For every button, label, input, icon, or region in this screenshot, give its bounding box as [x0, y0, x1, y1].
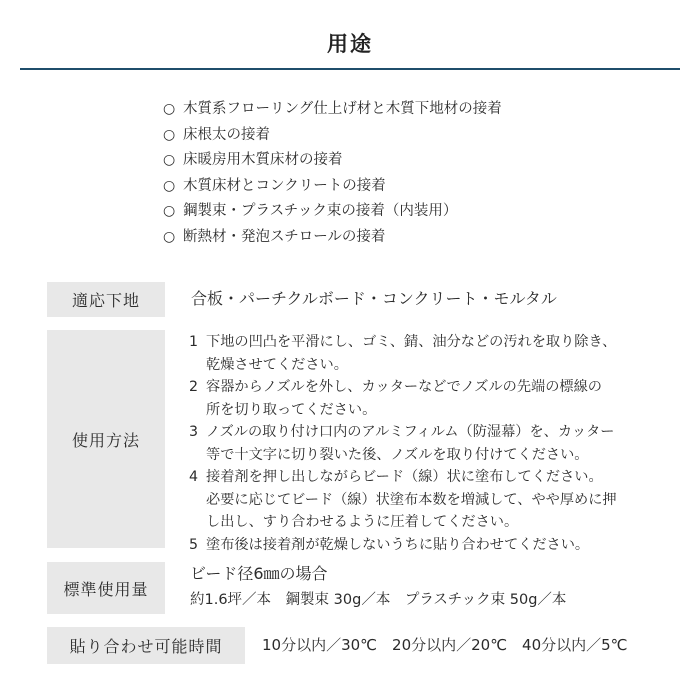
step-text: 容器からノズルを外し、カッターなどでノズルの先端の標線の	[206, 379, 602, 395]
step-item	[189, 331, 617, 376]
substrate-value: 合板・パーチクルボード・コンクリート・モルタル	[191, 289, 557, 308]
step-number: 2	[189, 379, 199, 395]
usage-steps	[189, 331, 617, 556]
step-item	[189, 376, 617, 421]
use-text: 床根太の接着	[183, 126, 270, 143]
open-time-label: 貼り合わせ可能時間	[47, 627, 245, 664]
list-item	[163, 148, 502, 174]
step-number: 5	[189, 536, 199, 553]
standard-amount-value: 約1.6坪／本 鋼製束 30g／本 プラスチック束 50g／本	[190, 592, 567, 608]
title-divider	[20, 68, 680, 70]
list-item	[163, 174, 502, 200]
step-text: 必要に応じてビード（線）状塗布本数を増減して、やや厚めに押	[206, 491, 617, 508]
step-text: 接着剤を押し出しながらビード（線）状に塗布してください。	[206, 469, 603, 485]
use-text: 鋼製束・プラスチック束の接着（内装用）	[183, 203, 458, 220]
circle-bullet-icon: ○	[163, 203, 176, 220]
uses-list	[163, 97, 502, 251]
circle-bullet-icon: ○	[163, 126, 176, 143]
circle-bullet-icon: ○	[163, 228, 176, 245]
standard-amount-label: 標準使用量	[47, 562, 165, 614]
step-number: 3	[189, 424, 199, 440]
circle-bullet-icon: ○	[163, 101, 176, 117]
list-item	[163, 97, 502, 123]
step-text: 塗布後は接着剤が乾燥しないうちに貼り合わせてください。	[206, 536, 590, 553]
step-text: し出し、すり合わせるように圧着してください。	[206, 514, 519, 530]
substrate-label: 適応下地	[47, 282, 165, 317]
use-text: 木質系フローリング仕上げ材と木質下地材の接着	[183, 101, 502, 117]
standard-amount-heading: ビード径6㎜の場合	[190, 564, 328, 583]
list-item	[163, 123, 502, 149]
usage-label: 使用方法	[47, 330, 165, 548]
step-item	[189, 534, 617, 557]
use-text: 床暖房用木質床材の接着	[183, 152, 343, 169]
circle-bullet-icon: ○	[163, 177, 176, 194]
step-number: 1	[189, 334, 199, 350]
circle-bullet-icon: ○	[163, 152, 176, 169]
list-item	[163, 199, 502, 225]
step-text: 所を切り取ってください。	[206, 401, 377, 418]
step-number: 4	[189, 469, 199, 485]
use-text: 木質床材とコンクリートの接着	[183, 177, 386, 194]
list-item	[163, 225, 502, 251]
step-text: 下地の凹凸を平滑にし、ゴミ、錆、油分などの汚れを取り除き、	[206, 334, 617, 350]
step-text: ノズルの取り付け口内のアルミフィルム（防湿幕）を、カッター	[206, 424, 615, 440]
use-text: 断熱材・発泡スチロールの接着	[183, 228, 386, 245]
open-time-value: 10分以内／30℃ 20分以内／20℃ 40分以内／5℃	[262, 636, 628, 654]
step-item	[189, 466, 617, 534]
page-title: 用途	[327, 32, 373, 56]
step-text: 乾燥させてください。	[206, 356, 348, 373]
step-text: 等で十文字に切り裂いた後、ノズルを取り付けてください。	[206, 446, 589, 463]
step-item	[189, 421, 617, 466]
